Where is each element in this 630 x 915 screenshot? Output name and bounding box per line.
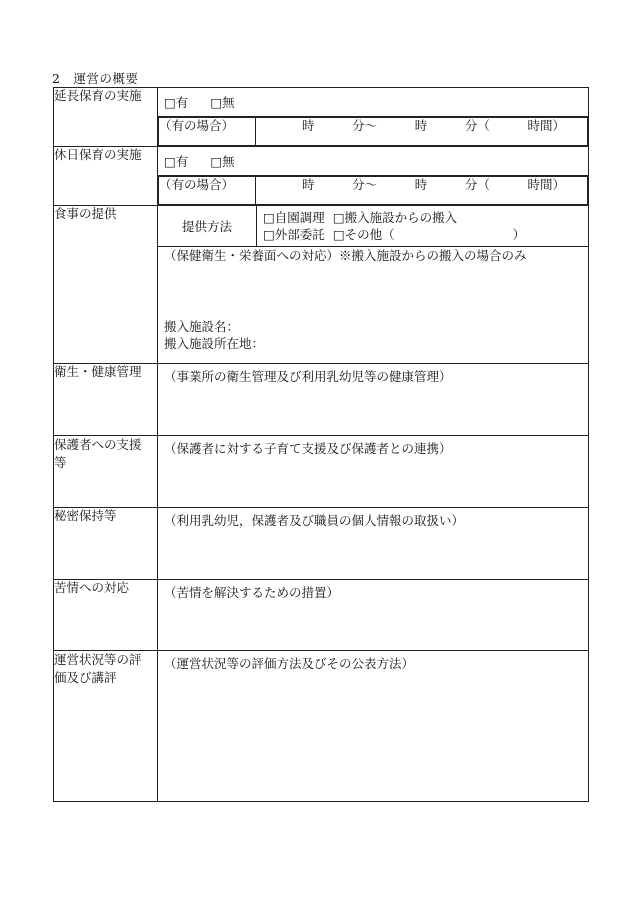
extended-care-label: 延長保育の実施	[54, 88, 158, 147]
extended-care-row	[54, 88, 589, 147]
complaints-row	[54, 580, 589, 651]
holiday-care-label: 休日保育の実施	[54, 147, 158, 206]
hour-start-unit: 時	[302, 118, 315, 133]
outsourced-checkbox[interactable]: □外部委託	[263, 227, 325, 242]
meal-method-label: 提供方法	[158, 206, 257, 246]
minute-start-unit: 分〜	[352, 177, 378, 192]
hour-start-unit: 時	[302, 177, 315, 192]
guardian-support-label-line2: 等	[54, 455, 67, 470]
guardian-support-label	[54, 436, 158, 508]
other-close-paren: ）	[512, 227, 526, 242]
meals-row	[54, 206, 589, 364]
evaluation-label	[54, 651, 158, 802]
other-checkbox[interactable]: □その他（	[332, 227, 395, 242]
holiday-care-no-checkbox[interactable]: □無	[210, 154, 235, 169]
section-heading: 2 運営の概要	[52, 71, 139, 86]
meal-hygiene-note: （保健衛生・栄養面への対応）※搬入施設からの搬入の場合のみ	[164, 248, 527, 263]
guardian-support-field[interactable]	[158, 436, 589, 508]
hours-unit: 時間）	[527, 177, 565, 192]
confidentiality-label: 秘密保持等	[54, 508, 158, 580]
evaluation-row	[54, 651, 589, 802]
guardian-support-note: （保護者に対する子育て支援及び保護者との連携）	[164, 441, 452, 456]
holiday-care-hours	[158, 176, 588, 205]
complaints-note: （苦情を解決するための措置）	[164, 585, 340, 600]
operations-overview-table	[53, 87, 589, 802]
meal-method-options	[257, 206, 525, 246]
meal-method	[158, 206, 588, 247]
extended-care-yes-checkbox[interactable]: □有	[164, 95, 189, 110]
meals-label: 食事の提供	[54, 206, 158, 364]
extended-care-if-case: （有の場合）	[159, 118, 256, 146]
complaints-field[interactable]	[158, 580, 589, 651]
holiday-care-row	[54, 147, 589, 206]
hygiene-label: 衛生・健康管理	[54, 364, 158, 436]
in-house-checkbox[interactable]: □自園調理	[263, 210, 325, 225]
evaluation-label-line2: 価及び講評	[54, 670, 117, 685]
guardian-support-label-line1: 保護者への支援	[54, 437, 142, 452]
meal-hygiene-field[interactable]	[158, 247, 588, 363]
hygiene-field[interactable]	[158, 364, 589, 436]
holiday-care-time-field[interactable]	[256, 177, 588, 205]
extended-care-no-checkbox[interactable]: □無	[210, 95, 235, 110]
facility-address-field: 搬入施設所在地：	[164, 336, 265, 351]
hygiene-row	[54, 364, 589, 436]
evaluation-label-line1: 運営状況等の評	[54, 652, 142, 667]
complaints-label: 苦情への対応	[54, 580, 158, 651]
extended-care-hours	[158, 117, 588, 146]
hygiene-note: （事業所の衛生管理及び利用乳幼児等の健康管理）	[164, 369, 452, 384]
confidentiality-note: （利用乳幼児，保護者及び職員の個人情報の取扱い）	[164, 513, 465, 528]
hour-end-unit: 時	[414, 118, 428, 133]
hours-unit: 時間）	[527, 118, 565, 133]
delivery-checkbox[interactable]: □搬入施設からの搬入	[332, 210, 458, 225]
holiday-care-yes-checkbox[interactable]: □有	[164, 154, 189, 169]
minute-start-unit: 分〜	[352, 118, 378, 133]
holiday-care-options	[158, 147, 588, 176]
extended-care-options	[158, 88, 588, 117]
facility-name-field: 搬入施設名：	[164, 319, 240, 334]
guardian-support-row	[54, 436, 589, 508]
holiday-care-if-case: （有の場合）	[159, 177, 256, 205]
confidentiality-row	[54, 508, 589, 580]
minute-end-unit: 分（	[464, 118, 490, 133]
extended-care-time-field[interactable]	[256, 118, 588, 146]
hour-end-unit: 時	[414, 177, 428, 192]
confidentiality-field[interactable]	[158, 508, 589, 580]
minute-end-unit: 分（	[464, 177, 490, 192]
evaluation-note: （運営状況等の評価方法及びその公表方法）	[164, 656, 415, 671]
evaluation-field[interactable]	[158, 651, 589, 802]
